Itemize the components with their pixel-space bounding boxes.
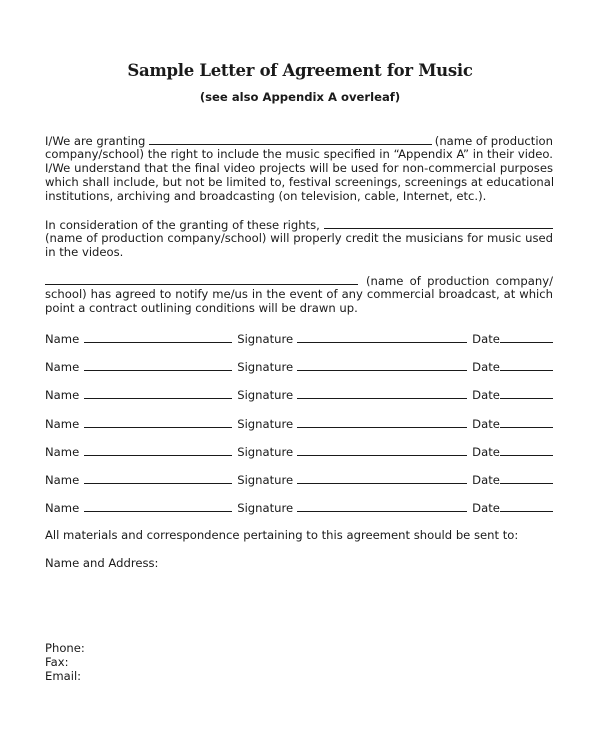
name-field[interactable]: [84, 500, 232, 512]
para3-line1: [45, 273, 553, 287]
para3-line: point a contract outlining conditions will be drawn up.: [45, 301, 358, 315]
date-label: Date: [472, 360, 500, 375]
date-field[interactable]: [500, 444, 553, 456]
name-label: Name: [45, 473, 80, 487]
name-address-label: Name and Address:: [45, 556, 159, 570]
signature-label: Signature: [237, 473, 294, 487]
name-label: Name: [45, 416, 80, 431]
document-title: Sample Letter of Agreement for Music: [127, 61, 473, 80]
para2-line: in the videos.: [45, 245, 124, 259]
signature-label: Signature: [237, 501, 294, 516]
document-subtitle: (see also Appendix A overleaf): [199, 90, 401, 104]
para2-line1: [45, 217, 553, 231]
signature-label: Signature: [237, 416, 294, 431]
production-company-blank-2[interactable]: [324, 217, 553, 229]
name-field[interactable]: [84, 359, 232, 371]
name-label: Name: [45, 444, 80, 459]
para3-line: school) has agreed to notify me/us in the event of any commercial broadcast, at which: [45, 287, 553, 301]
signature-row: [45, 331, 553, 346]
signature-field[interactable]: [297, 359, 467, 371]
signature-field[interactable]: [297, 472, 467, 484]
date-label: Date: [472, 416, 500, 431]
signature-row: [45, 444, 553, 459]
signature-row: [45, 359, 553, 374]
fax-label: Fax:: [45, 655, 69, 669]
para2-line: (name of production company/school) will properly credit the musicians for music used: [45, 231, 553, 245]
phone-label: Phone:: [45, 641, 85, 655]
date-field[interactable]: [500, 416, 553, 428]
name-field[interactable]: [84, 387, 232, 399]
para1-tail: (name of production: [434, 134, 553, 148]
date-field[interactable]: [500, 472, 553, 484]
signature-label: Signature: [237, 388, 294, 403]
para3-tail: (name of production company/: [366, 274, 553, 288]
signature-field[interactable]: [297, 444, 467, 456]
para1-line: which shall include, but not be limited to, festival screenings, screenings at educational: [45, 175, 555, 189]
signature-field[interactable]: [297, 387, 467, 399]
date-field[interactable]: [500, 387, 553, 399]
date-label: Date: [472, 388, 500, 403]
name-label: Name: [45, 360, 80, 375]
para2-lead: In consideration of the granting of these rights,: [45, 218, 320, 232]
signature-row: [45, 472, 553, 487]
date-field[interactable]: [500, 359, 553, 371]
name-label: Name: [45, 501, 80, 516]
para1-line: company/school) the right to include the music specified in “Appendix A” in their video.: [45, 147, 553, 161]
para1-line: I/We understand that the final video projects will be used for non-commercial purposes: [45, 161, 553, 175]
para1-lead: I/We are granting: [45, 134, 146, 148]
email-label: Email:: [45, 669, 82, 683]
production-company-blank-3[interactable]: [45, 273, 358, 285]
signature-field[interactable]: [297, 331, 467, 343]
signature-field[interactable]: [297, 416, 467, 428]
date-label: Date: [472, 501, 500, 516]
signature-row: [45, 387, 553, 402]
signature-label: Signature: [237, 332, 294, 346]
materials-note: All materials and correspondence pertaining to this agreement should be sent to:: [45, 528, 519, 542]
para1-line1: [45, 133, 553, 147]
signature-label: Signature: [237, 444, 294, 459]
date-field[interactable]: [500, 500, 553, 512]
signature-row: [45, 500, 553, 515]
name-field[interactable]: [84, 416, 232, 428]
name-label: Name: [45, 332, 80, 346]
date-label: Date: [472, 473, 500, 487]
signature-field[interactable]: [297, 500, 467, 512]
signature-row: [45, 416, 553, 431]
name-field[interactable]: [84, 472, 232, 484]
date-label: Date: [472, 332, 500, 346]
date-field[interactable]: [500, 331, 553, 343]
signature-label: Signature: [237, 360, 294, 375]
name-field[interactable]: [84, 331, 232, 343]
name-field[interactable]: [84, 444, 232, 456]
name-label: Name: [45, 388, 80, 403]
date-label: Date: [472, 444, 500, 459]
para1-line: institutions, archiving and broadcasting (on television, cable, Internet, etc.).: [45, 189, 487, 203]
production-company-blank-1[interactable]: [149, 133, 431, 145]
